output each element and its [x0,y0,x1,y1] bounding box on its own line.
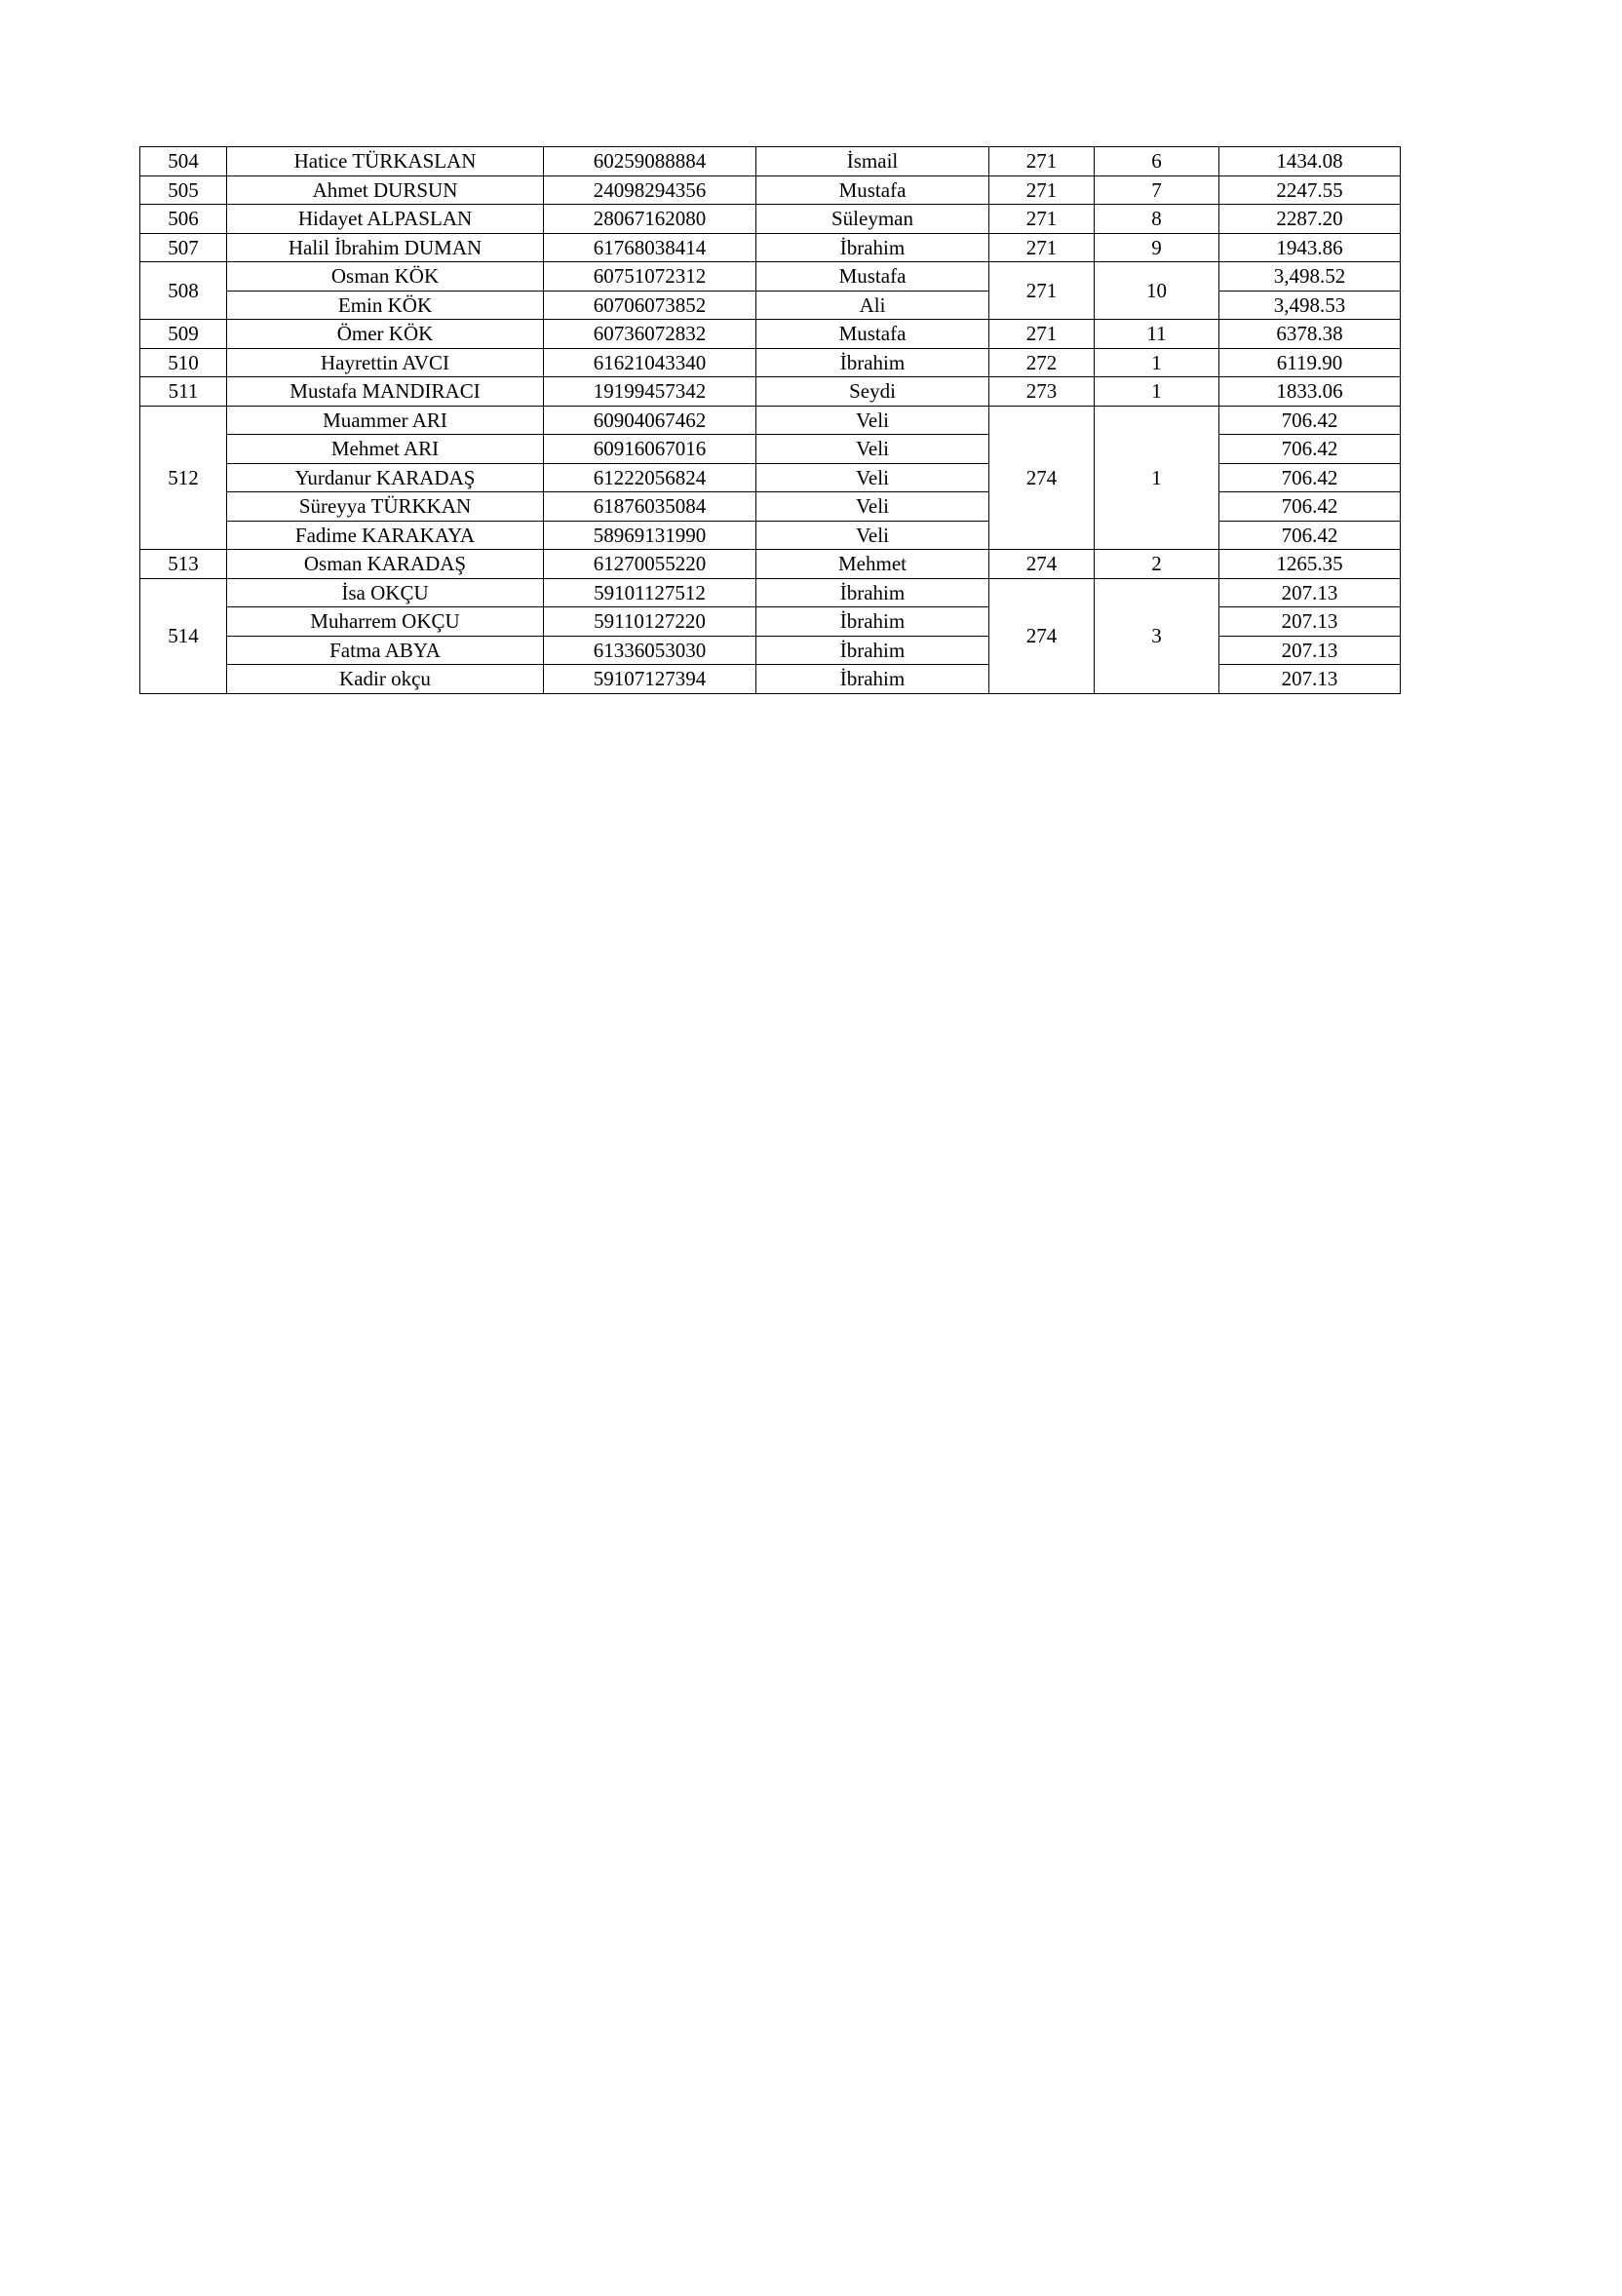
owner-name-cell: Hatice TÜRKASLAN [227,147,544,176]
table-row [140,550,1401,579]
amount-cell: 706.42 [1219,463,1401,492]
owner-name-cell: Osman KÖK [227,262,544,292]
amount-cell: 6378.38 [1219,320,1401,349]
ledger-table [139,146,1401,694]
father-name-cell: Veli [756,406,989,435]
father-name-cell: İbrahim [756,636,989,665]
share-cell: 3 [1095,578,1219,693]
father-name-cell: İbrahim [756,578,989,607]
row-number-cell: 510 [140,348,227,377]
owner-name-cell: Osman KARADAŞ [227,550,544,579]
row-number-cell: 507 [140,233,227,262]
owner-name-cell: Kadir okçu [227,665,544,694]
row-number-cell: 506 [140,205,227,234]
id-number-cell: 19199457342 [544,377,756,407]
father-name-cell: İbrahim [756,665,989,694]
share-cell: 11 [1095,320,1219,349]
parcel-cell: 271 [989,233,1095,262]
father-name-cell: Mustafa [756,262,989,292]
amount-cell: 706.42 [1219,521,1401,550]
row-number-cell: 505 [140,175,227,205]
parcel-cell: 273 [989,377,1095,407]
row-number-cell: 512 [140,406,227,550]
father-name-cell: Veli [756,492,989,522]
share-cell: 8 [1095,205,1219,234]
amount-cell: 207.13 [1219,665,1401,694]
amount-cell: 706.42 [1219,406,1401,435]
row-number-cell: 511 [140,377,227,407]
owner-name-cell: Halil İbrahim DUMAN [227,233,544,262]
amount-cell: 3,498.53 [1219,291,1401,320]
parcel-cell: 272 [989,348,1095,377]
id-number-cell: 60916067016 [544,435,756,464]
table-row [140,406,1401,435]
share-cell: 1 [1095,406,1219,550]
share-cell: 2 [1095,550,1219,579]
owner-name-cell: Emin KÖK [227,291,544,320]
father-name-cell: Ali [756,291,989,320]
parcel-cell: 274 [989,550,1095,579]
id-number-cell: 61222056824 [544,463,756,492]
owner-name-cell: Fatma ABYA [227,636,544,665]
id-number-cell: 60904067462 [544,406,756,435]
father-name-cell: Süleyman [756,205,989,234]
father-name-cell: Seydi [756,377,989,407]
father-name-cell: İsmail [756,147,989,176]
amount-cell: 6119.90 [1219,348,1401,377]
owner-name-cell: Süreyya TÜRKKAN [227,492,544,522]
amount-cell: 706.42 [1219,435,1401,464]
row-number-cell: 504 [140,147,227,176]
table-row [140,233,1401,262]
row-number-cell: 513 [140,550,227,579]
owner-name-cell: Yurdanur KARADAŞ [227,463,544,492]
table-row [140,578,1401,607]
father-name-cell: Veli [756,463,989,492]
father-name-cell: İbrahim [756,233,989,262]
id-number-cell: 60259088884 [544,147,756,176]
father-name-cell: Mehmet [756,550,989,579]
amount-cell: 1265.35 [1219,550,1401,579]
id-number-cell: 61621043340 [544,348,756,377]
table-row [140,377,1401,407]
id-number-cell: 28067162080 [544,205,756,234]
father-name-cell: Mustafa [756,175,989,205]
table-row [140,262,1401,292]
owner-name-cell: Hidayet ALPASLAN [227,205,544,234]
id-number-cell: 61768038414 [544,233,756,262]
parcel-cell: 274 [989,406,1095,550]
parcel-cell: 271 [989,320,1095,349]
amount-cell: 1943.86 [1219,233,1401,262]
father-name-cell: Veli [756,435,989,464]
id-number-cell: 59110127220 [544,607,756,637]
id-number-cell: 59107127394 [544,665,756,694]
father-name-cell: Veli [756,521,989,550]
share-cell: 7 [1095,175,1219,205]
father-name-cell: İbrahim [756,607,989,637]
owner-name-cell: Muammer ARI [227,406,544,435]
table-row [140,205,1401,234]
amount-cell: 1434.08 [1219,147,1401,176]
share-cell: 6 [1095,147,1219,176]
table-row [140,348,1401,377]
id-number-cell: 61876035084 [544,492,756,522]
table-row [140,320,1401,349]
amount-cell: 3,498.52 [1219,262,1401,292]
owner-name-cell: Ömer KÖK [227,320,544,349]
id-number-cell: 60751072312 [544,262,756,292]
owner-name-cell: Ahmet DURSUN [227,175,544,205]
amount-cell: 706.42 [1219,492,1401,522]
id-number-cell: 60736072832 [544,320,756,349]
amount-cell: 207.13 [1219,578,1401,607]
parcel-cell: 271 [989,262,1095,320]
father-name-cell: Mustafa [756,320,989,349]
id-number-cell: 58969131990 [544,521,756,550]
parcel-cell: 271 [989,147,1095,176]
share-cell: 9 [1095,233,1219,262]
id-number-cell: 59101127512 [544,578,756,607]
share-cell: 1 [1095,377,1219,407]
amount-cell: 207.13 [1219,636,1401,665]
id-number-cell: 60706073852 [544,291,756,320]
owner-name-cell: Hayrettin AVCI [227,348,544,377]
id-number-cell: 24098294356 [544,175,756,205]
share-cell: 10 [1095,262,1219,320]
owner-name-cell: Muharrem OKÇU [227,607,544,637]
share-cell: 1 [1095,348,1219,377]
ledger-body [140,147,1401,694]
table-row [140,175,1401,205]
id-number-cell: 61336053030 [544,636,756,665]
parcel-cell: 271 [989,175,1095,205]
table-row [140,147,1401,176]
amount-cell: 207.13 [1219,607,1401,637]
parcel-cell: 274 [989,578,1095,693]
owner-name-cell: Mustafa MANDIRACI [227,377,544,407]
row-number-cell: 514 [140,578,227,693]
id-number-cell: 61270055220 [544,550,756,579]
row-number-cell: 509 [140,320,227,349]
parcel-cell: 271 [989,205,1095,234]
father-name-cell: İbrahim [756,348,989,377]
row-number-cell: 508 [140,262,227,320]
owner-name-cell: Fadime KARAKAYA [227,521,544,550]
amount-cell: 1833.06 [1219,377,1401,407]
owner-name-cell: İsa OKÇU [227,578,544,607]
owner-name-cell: Mehmet ARI [227,435,544,464]
amount-cell: 2287.20 [1219,205,1401,234]
amount-cell: 2247.55 [1219,175,1401,205]
